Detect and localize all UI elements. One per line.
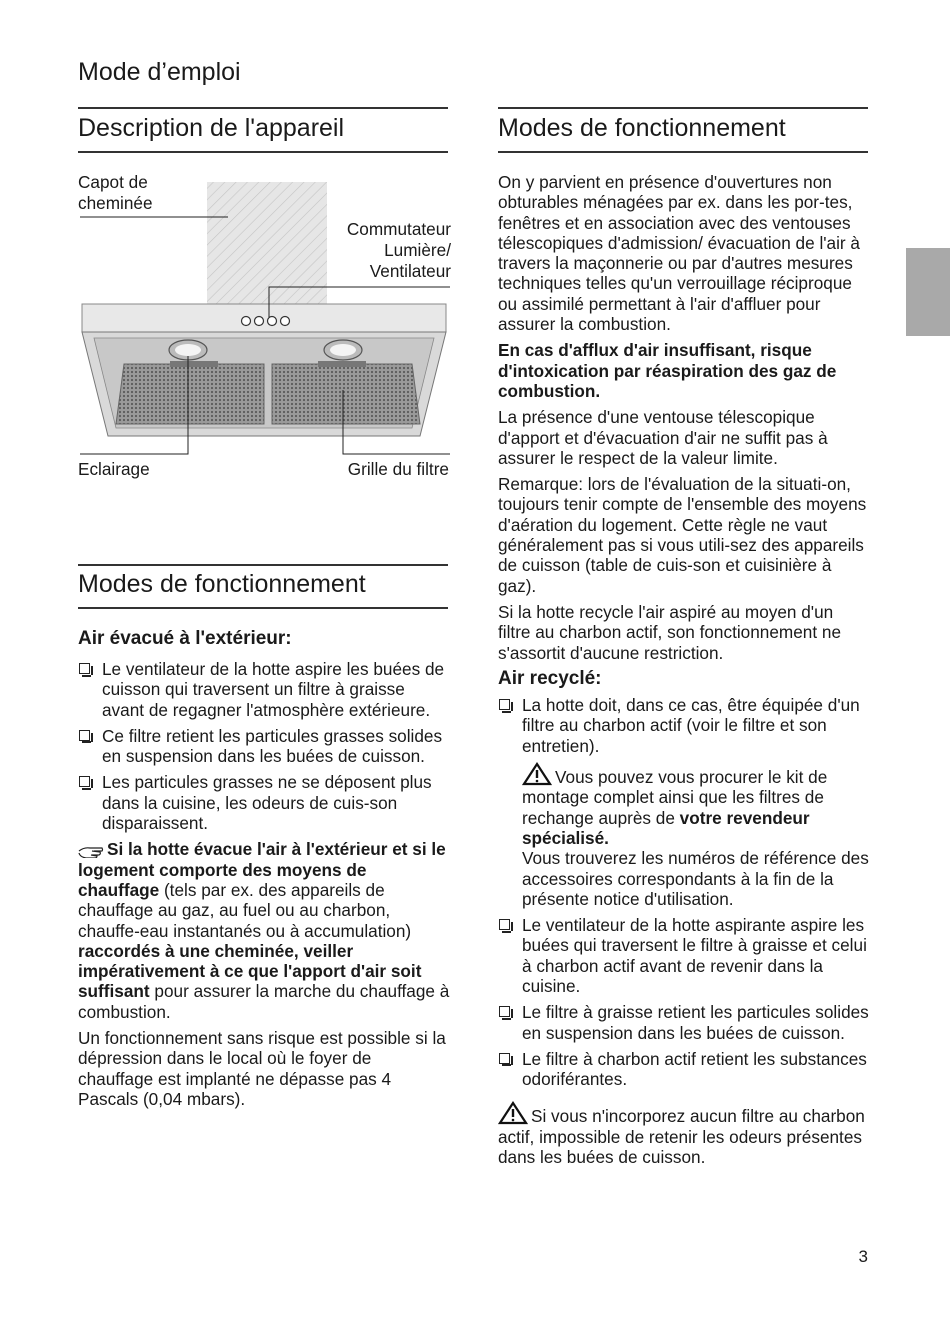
label-lighting: Eclairage [78,459,150,479]
section-title-description: Description de l'appareil [78,114,345,142]
list-item: La hotte doit, dans ce cas, être équipée d'un filtre au charbon actif (voir le filtre et son entretien). [498,695,870,756]
checkbox-bullet-icon [499,1006,510,1017]
page-number: 3 [858,1247,868,1266]
paragraph: Si la hotte recycle l'air aspiré au moyen d'un filtre au charbon actif, son fonctionnement ne s'assortit d'aucune restriction. [498,601,842,663]
checkbox-bullet-icon [499,919,510,930]
checkbox-bullet-icon [79,776,90,787]
language-tab-marker [906,248,950,336]
list-item: Ce filtre retient les particules grasses solides en suspension dans les buées de cuisson. [78,726,450,767]
section-title-modes: Modes de fonctionnement [78,570,366,598]
warning-triangle-icon [498,1101,528,1125]
paragraph: On y parvient en présence d'ouvertures non obturables ménagées par ex. dans les por-tes, fenêtres et en association avec des ventouses télescopiques d'admission/ évacuation de l'air à travers la maçonnerie ou par d'autres mesures techniques telles qu'un verrouillage réciproque ou assimilé permettant à l'air d'affluer pour assurer la combustion. [498,172,860,335]
subheading-exhaust: Air évacué à l'extérieur: [78,628,292,649]
left-body [78,659,450,1115]
checkbox-bullet-icon [79,730,90,741]
divider [498,107,868,109]
paragraph: Remarque: lors de l'évaluation de la situati-on, toujours tenir compte de l'ensemble des moyens d'aération du logement. Cette règle ne vaut généralement pas si vous utili-sez des appareils de cuisson (table de cuis-son et cuisinière à gaz). [498,474,867,596]
paragraph: Un fonctionnement sans risque est possible si la dépression dans le local où le foyer de chauffage est implanté ne dépasse pas 4 Pascals (0,04 mbars). [78,1028,446,1109]
divider [78,151,448,153]
label-filter-grille: Grille du filtre [347,459,449,479]
divider [78,607,448,609]
warning-note: Vous pouvez vous procurer le kit de montage complet ainsi que les filtres de rechange auprès de votre revendeur spécialisé. Vous trouverez les numéros de référence des accessoires correspondants à la fin de la présente notice d'utilisation. [498,762,870,909]
range-hood-diagram [78,170,450,470]
label-switch: Commutateur Lumière/ Ventilateur [346,219,451,281]
page-title: Mode d’emploi [78,58,241,86]
checkbox-bullet-icon [79,663,90,674]
label-chimney-cover: Capot de cheminée [78,172,153,213]
right-body [498,172,870,1173]
list-item: Les particules grasses ne se déposent plus dans la cuisine, les odeurs de cuis-son disparaissent. [78,772,450,833]
warning-note: Si vous n'incorporez aucun filtre au charbon actif, impossible de retenir les odeurs présentes dans les buées de cuisson. [498,1101,870,1167]
subheading-recirculation: Air recyclé: [498,667,602,689]
divider [498,151,868,153]
note-paragraph: Si la hotte évacue l'air à l'extérieur et si le logement comporte des moyens de chauffage (tels par ex. des appareils de chauffage au gaz, au fuel ou au charbon, chauffe-eau instantanés ou à accumulation) raccordés à une cheminée, veiller impérativement à ce que l'apport d'air soit suffisant pour assurer la marche du chauffage à combustion. [78,839,450,1022]
list-item: Le ventilateur de la hotte aspirante aspire les buées qui traversent le filtre à graisse et celui à charbon actif avant de revenir dans la cuisine. [498,915,870,996]
divider [78,107,448,109]
warning-paragraph: En cas d'afflux d'air insuffisant, risque d'intoxication par réaspiration des gaz de combustion. [498,340,837,401]
warning-triangle-icon [522,762,552,786]
pointing-hand-icon [78,844,104,858]
paragraph: La présence d'une ventouse télescopique d'apport et d'évacuation d'air ne suffit pas à assurer le respect de la valeur limite. [498,407,828,468]
checkbox-bullet-icon [499,699,510,710]
divider [78,564,448,566]
list-item: Le filtre à graisse retient les particules solides en suspension dans les buées de cuisson. [498,1002,870,1043]
list-item: Le ventilateur de la hotte aspire les buées de cuisson qui traversent un filtre à graisse avant de regagner l'atmosphère extérieure. [78,659,450,720]
checkbox-bullet-icon [499,1053,510,1064]
list-item: Le filtre à charbon actif retient les substances odoriférantes. [498,1049,870,1090]
section-title-modes-right: Modes de fonctionnement [498,114,786,142]
